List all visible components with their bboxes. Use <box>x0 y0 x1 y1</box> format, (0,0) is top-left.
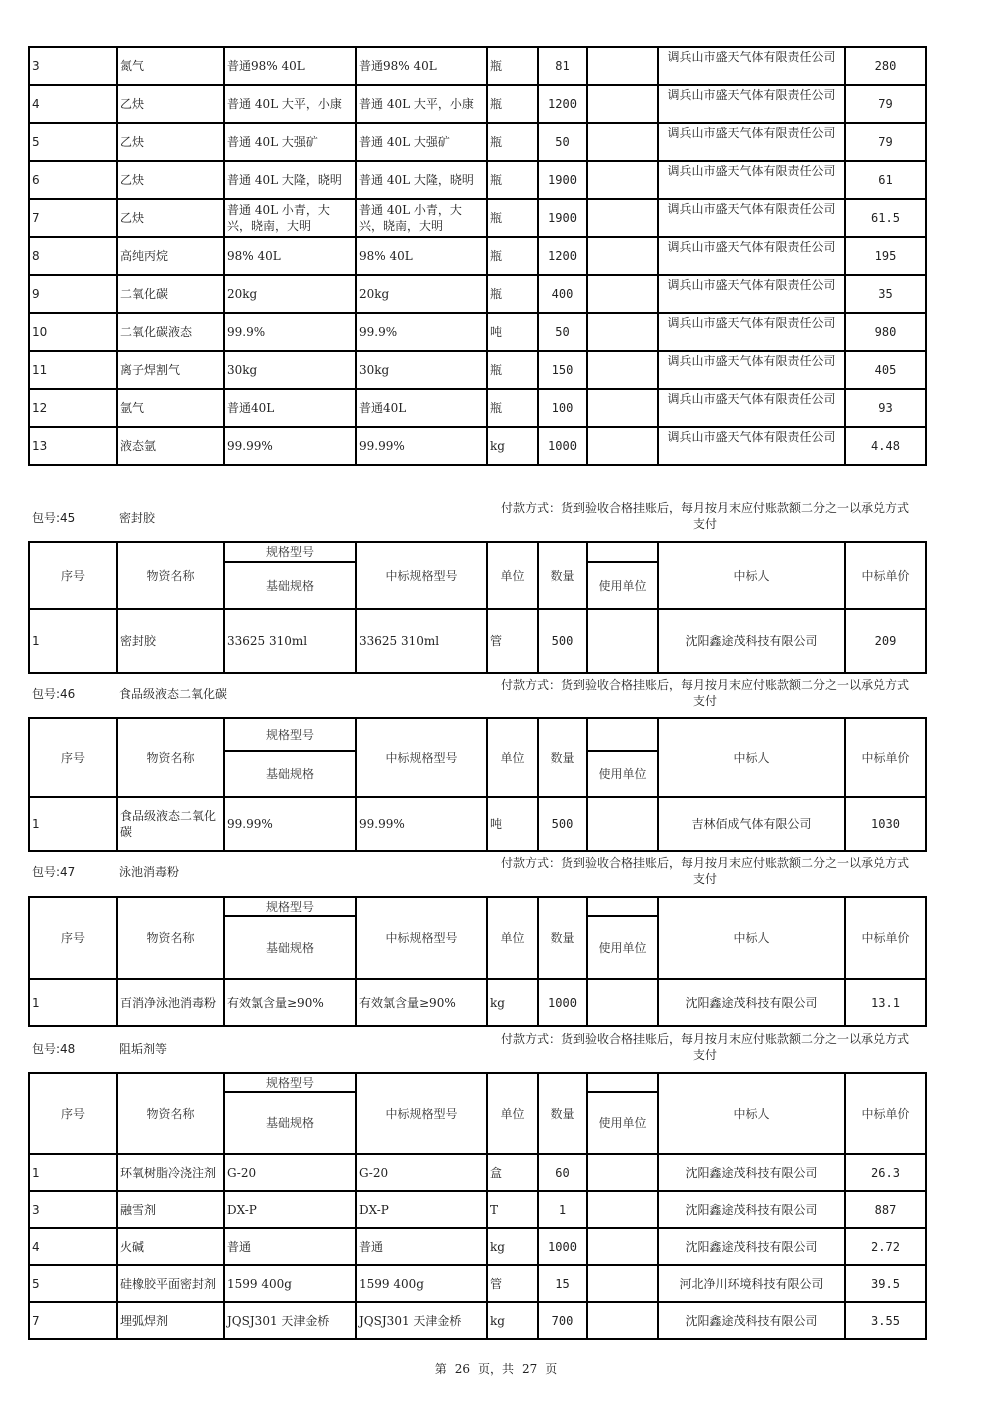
cell-bid-spec: 普通40L <box>356 389 487 427</box>
package-title: 食品级液态二氧化碳 <box>119 687 228 701</box>
cell-price: 61.5 <box>845 199 926 237</box>
package-table <box>28 717 927 852</box>
cell-name: 氩气 <box>117 389 224 427</box>
header-winner: 中标人 <box>658 1073 845 1154</box>
cell-user-unit <box>587 797 658 851</box>
cell-base-spec: 普通 40L 大隆，晓明 <box>224 161 356 199</box>
cell-seq: 4 <box>29 1228 117 1265</box>
cell-winner: 沈阳鑫途茂科技有限公司 <box>658 1228 845 1265</box>
cell-price: 195 <box>845 237 926 275</box>
cell-winner: 吉林佰成气体有限公司 <box>658 797 845 851</box>
header-unit: 单位 <box>487 542 538 609</box>
cell-seq: 1 <box>29 979 117 1026</box>
payment-terms: 付款方式：货到验收合格挂账后，每月按月末应付账款额二分之一以承兑方式 支付 <box>500 1032 909 1062</box>
package-table <box>28 896 927 1027</box>
header-winner: 中标人 <box>658 542 845 609</box>
cell-unit: T <box>487 1191 538 1228</box>
package-header <box>32 1040 167 1057</box>
cell-base-spec: 普通 40L 大平，小康 <box>224 85 356 123</box>
cell-qty: 1200 <box>538 237 587 275</box>
cell-winner: 调兵山市盛天气体有限责任公司 <box>658 237 845 275</box>
cell-name: 密封胶 <box>117 609 224 673</box>
header-unit: 单位 <box>487 1073 538 1154</box>
cell-unit: 瓶 <box>487 123 538 161</box>
cell-bid-spec: 99.99% <box>356 427 487 465</box>
cell-unit: 管 <box>487 609 538 673</box>
payment-terms: 付款方式：货到验收合格挂账后，每月按月末应付账款额二分之一以承兑方式 支付 <box>500 678 909 708</box>
current-page: 26 <box>454 1362 470 1376</box>
cell-qty: 1000 <box>538 1228 587 1265</box>
cell-winner: 调兵山市盛天气体有限责任公司 <box>658 427 845 465</box>
cell-user-unit <box>587 275 658 313</box>
cell-base-spec: 99.99% <box>224 427 356 465</box>
cell-qty: 1900 <box>538 199 587 237</box>
cell-qty: 1900 <box>538 161 587 199</box>
header-qty: 数量 <box>538 897 587 979</box>
cell-qty: 1 <box>538 1191 587 1228</box>
cell-seq: 9 <box>29 275 117 313</box>
cell-name: 乙炔 <box>117 123 224 161</box>
cell-unit: kg <box>487 427 538 465</box>
table-row <box>29 797 926 851</box>
cell-price: 79 <box>845 123 926 161</box>
table-row <box>29 351 926 389</box>
package-title: 阻垢剂等 <box>119 1042 168 1056</box>
header-bid-spec: 中标规格型号 <box>356 542 487 609</box>
header-price: 中标单价 <box>845 897 926 979</box>
header-row <box>29 542 926 562</box>
cell-unit: 瓶 <box>487 85 538 123</box>
cell-price: 13.1 <box>845 979 926 1026</box>
package-header <box>32 509 155 526</box>
cell-qty: 50 <box>538 123 587 161</box>
package-number: 包号:46 <box>32 687 76 701</box>
cell-seq: 10 <box>29 313 117 351</box>
header-qty: 数量 <box>538 1073 587 1154</box>
package-title: 泳池消毒粉 <box>119 865 180 879</box>
cell-price: 39.5 <box>845 1265 926 1302</box>
cell-unit: 瓶 <box>487 161 538 199</box>
table-row <box>29 123 926 161</box>
payment-terms: 付款方式：货到验收合格挂账后，每月按月末应付账款额二分之一以承兑方式 支付 <box>500 501 909 531</box>
cell-unit: 瓶 <box>487 199 538 237</box>
cell-name: 离子焊割气 <box>117 351 224 389</box>
header-name: 物资名称 <box>117 1073 224 1154</box>
cell-price: 887 <box>845 1191 926 1228</box>
continued-items-table <box>28 46 927 466</box>
table-row <box>29 313 926 351</box>
header-unit: 单位 <box>487 897 538 979</box>
cell-bid-spec: JQSJ301 天津金桥 <box>356 1302 487 1339</box>
header-user-unit-top <box>587 542 658 562</box>
cell-seq: 5 <box>29 1265 117 1302</box>
package-table <box>28 1072 927 1340</box>
header-user-unit-top <box>587 718 658 751</box>
cell-user-unit <box>587 1302 658 1339</box>
cell-price: 280 <box>845 47 926 85</box>
header-user-unit: 使用单位 <box>587 1092 658 1154</box>
cell-bid-spec: 普通 40L 大强矿 <box>356 123 487 161</box>
cell-price: 4.48 <box>845 427 926 465</box>
table-row <box>29 1191 926 1228</box>
cell-name: 食品级液态二氧化碳 <box>117 797 224 851</box>
cell-winner: 调兵山市盛天气体有限责任公司 <box>658 161 845 199</box>
header-name: 物资名称 <box>117 542 224 609</box>
cell-winner: 沈阳鑫途茂科技有限公司 <box>658 1302 845 1339</box>
package-header <box>32 685 227 702</box>
table-row <box>29 1228 926 1265</box>
header-user-unit-top <box>587 1073 658 1092</box>
package-table <box>28 541 927 674</box>
table-row <box>29 161 926 199</box>
cell-name: 环氧树脂冷浇注剂 <box>117 1154 224 1191</box>
cell-name: 乙炔 <box>117 199 224 237</box>
cell-unit: 吨 <box>487 313 538 351</box>
cell-name: 二氧化碳液态 <box>117 313 224 351</box>
header-bid-spec: 中标规格型号 <box>356 897 487 979</box>
cell-qty: 500 <box>538 609 587 673</box>
header-winner: 中标人 <box>658 718 845 797</box>
cell-bid-spec: 20kg <box>356 275 487 313</box>
cell-base-spec: 有效氯含量≥90% <box>224 979 356 1026</box>
cell-unit: 瓶 <box>487 389 538 427</box>
cell-price: 2.72 <box>845 1228 926 1265</box>
cell-unit: kg <box>487 1228 538 1265</box>
cell-bid-spec: 30kg <box>356 351 487 389</box>
header-name: 物资名称 <box>117 718 224 797</box>
cell-seq: 4 <box>29 85 117 123</box>
cell-qty: 15 <box>538 1265 587 1302</box>
cell-qty: 81 <box>538 47 587 85</box>
header-row <box>29 897 926 916</box>
cell-seq: 1 <box>29 1154 117 1191</box>
cell-unit: 瓶 <box>487 47 538 85</box>
header-name: 物资名称 <box>117 897 224 979</box>
table-row <box>29 979 926 1026</box>
cell-unit: 管 <box>487 1265 538 1302</box>
header-user-unit-top <box>587 897 658 916</box>
cell-winner: 沈阳鑫途茂科技有限公司 <box>658 1191 845 1228</box>
cell-winner: 河北净川环境科技有限公司 <box>658 1265 845 1302</box>
cell-base-spec: 30kg <box>224 351 356 389</box>
header-user-unit: 使用单位 <box>587 751 658 797</box>
package-title: 密封胶 <box>119 511 156 525</box>
cell-name: 高纯丙烷 <box>117 237 224 275</box>
header-price: 中标单价 <box>845 1073 926 1154</box>
cell-seq: 7 <box>29 199 117 237</box>
cell-name: 硅橡胶平面密封剂 <box>117 1265 224 1302</box>
package-number: 包号:48 <box>32 1042 76 1056</box>
cell-user-unit <box>587 1154 658 1191</box>
header-seq: 序号 <box>29 897 117 979</box>
cell-base-spec: JQSJ301 天津金桥 <box>224 1302 356 1339</box>
cell-qty: 400 <box>538 275 587 313</box>
cell-bid-spec: 1599 400g <box>356 1265 487 1302</box>
header-spec-group: 规格型号 <box>224 542 356 562</box>
cell-bid-spec: DX-P <box>356 1191 487 1228</box>
cell-base-spec: 普通 40L 大强矿 <box>224 123 356 161</box>
cell-price: 1030 <box>845 797 926 851</box>
cell-name: 乙炔 <box>117 161 224 199</box>
cell-user-unit <box>587 237 658 275</box>
cell-base-spec: 普通40L <box>224 389 356 427</box>
header-spec-group: 规格型号 <box>224 1073 356 1092</box>
table-row <box>29 199 926 237</box>
cell-user-unit <box>587 389 658 427</box>
table-row <box>29 1265 926 1302</box>
cell-winner: 调兵山市盛天气体有限责任公司 <box>658 199 845 237</box>
cell-winner: 沈阳鑫途茂科技有限公司 <box>658 979 845 1026</box>
cell-user-unit <box>587 313 658 351</box>
cell-base-spec: DX-P <box>224 1191 356 1228</box>
table-row <box>29 1302 926 1339</box>
cell-unit: kg <box>487 979 538 1026</box>
cell-name: 乙炔 <box>117 85 224 123</box>
header-row <box>29 1073 926 1092</box>
cell-base-spec: 20kg <box>224 275 356 313</box>
table-row <box>29 85 926 123</box>
cell-user-unit <box>587 161 658 199</box>
header-user-unit: 使用单位 <box>587 916 658 979</box>
cell-bid-spec: 普通98% 40L <box>356 47 487 85</box>
payment-terms: 付款方式：货到验收合格挂账后，每月按月末应付账款额二分之一以承兑方式 支付 <box>500 856 909 886</box>
cell-qty: 1000 <box>538 979 587 1026</box>
cell-unit: 吨 <box>487 797 538 851</box>
cell-base-spec: 99.9% <box>224 313 356 351</box>
table-row <box>29 237 926 275</box>
header-unit: 单位 <box>487 718 538 797</box>
cell-bid-spec: 普通 40L 大平，小康 <box>356 85 487 123</box>
cell-bid-spec: G-20 <box>356 1154 487 1191</box>
cell-qty: 1000 <box>538 427 587 465</box>
cell-seq: 6 <box>29 161 117 199</box>
cell-price: 61 <box>845 161 926 199</box>
cell-seq: 3 <box>29 47 117 85</box>
cell-seq: 3 <box>29 1191 117 1228</box>
header-price: 中标单价 <box>845 542 926 609</box>
cell-seq: 12 <box>29 389 117 427</box>
cell-price: 79 <box>845 85 926 123</box>
table-row <box>29 427 926 465</box>
cell-user-unit <box>587 609 658 673</box>
cell-winner: 调兵山市盛天气体有限责任公司 <box>658 123 845 161</box>
header-base-spec: 基础规格 <box>224 916 356 979</box>
cell-base-spec: 99.99% <box>224 797 356 851</box>
cell-base-spec: 普通98% 40L <box>224 47 356 85</box>
header-seq: 序号 <box>29 542 117 609</box>
total-pages: 27 <box>522 1362 538 1376</box>
header-base-spec: 基础规格 <box>224 1092 356 1154</box>
header-winner: 中标人 <box>658 897 845 979</box>
cell-unit: 盒 <box>487 1154 538 1191</box>
cell-qty: 150 <box>538 351 587 389</box>
cell-bid-spec: 99.9% <box>356 313 487 351</box>
cell-seq: 5 <box>29 123 117 161</box>
header-qty: 数量 <box>538 718 587 797</box>
cell-base-spec: 普通 40L 小青，大兴，晓南，大明 <box>224 199 356 237</box>
cell-name: 氮气 <box>117 47 224 85</box>
cell-seq: 1 <box>29 609 117 673</box>
cell-user-unit <box>587 85 658 123</box>
table-row <box>29 47 926 85</box>
cell-bid-spec: 普通 40L 大隆，晓明 <box>356 161 487 199</box>
cell-bid-spec: 33625 310ml <box>356 609 487 673</box>
cell-unit: 瓶 <box>487 237 538 275</box>
cell-price: 3.55 <box>845 1302 926 1339</box>
cell-qty: 100 <box>538 389 587 427</box>
cell-price: 405 <box>845 351 926 389</box>
cell-seq: 11 <box>29 351 117 389</box>
cell-unit: kg <box>487 1302 538 1339</box>
table-row <box>29 1154 926 1191</box>
header-seq: 序号 <box>29 718 117 797</box>
cell-winner: 调兵山市盛天气体有限责任公司 <box>658 47 845 85</box>
cell-bid-spec: 普通 40L 小青，大兴，晓南，大明 <box>356 199 487 237</box>
cell-qty: 50 <box>538 313 587 351</box>
cell-bid-spec: 99.99% <box>356 797 487 851</box>
cell-base-spec: 1599 400g <box>224 1265 356 1302</box>
cell-unit: 瓶 <box>487 351 538 389</box>
cell-user-unit <box>587 47 658 85</box>
cell-base-spec: G-20 <box>224 1154 356 1191</box>
header-user-unit: 使用单位 <box>587 562 658 609</box>
cell-bid-spec: 普通 <box>356 1228 487 1265</box>
cell-seq: 8 <box>29 237 117 275</box>
cell-base-spec: 33625 310ml <box>224 609 356 673</box>
cell-name: 火碱 <box>117 1228 224 1265</box>
header-bid-spec: 中标规格型号 <box>356 718 487 797</box>
header-price: 中标单价 <box>845 718 926 797</box>
header-spec-group: 规格型号 <box>224 897 356 916</box>
cell-user-unit <box>587 351 658 389</box>
header-qty: 数量 <box>538 542 587 609</box>
cell-seq: 1 <box>29 797 117 851</box>
cell-winner: 沈阳鑫途茂科技有限公司 <box>658 609 845 673</box>
cell-unit: 瓶 <box>487 275 538 313</box>
table-row <box>29 389 926 427</box>
package-number: 包号:47 <box>32 865 76 879</box>
package-number: 包号:45 <box>32 511 76 525</box>
cell-price: 209 <box>845 609 926 673</box>
cell-winner: 调兵山市盛天气体有限责任公司 <box>658 313 845 351</box>
cell-user-unit <box>587 1191 658 1228</box>
table-row <box>29 275 926 313</box>
cell-seq: 7 <box>29 1302 117 1339</box>
cell-winner: 调兵山市盛天气体有限责任公司 <box>658 389 845 427</box>
cell-winner: 调兵山市盛天气体有限责任公司 <box>658 85 845 123</box>
header-base-spec: 基础规格 <box>224 562 356 609</box>
cell-qty: 1200 <box>538 85 587 123</box>
page-footer: 第 26 页，共 27 页 <box>434 1362 558 1376</box>
cell-bid-spec: 98% 40L <box>356 237 487 275</box>
cell-name: 液态氩 <box>117 427 224 465</box>
header-base-spec: 基础规格 <box>224 751 356 797</box>
cell-user-unit <box>587 1265 658 1302</box>
cell-price: 35 <box>845 275 926 313</box>
cell-bid-spec: 有效氯含量≥90% <box>356 979 487 1026</box>
cell-base-spec: 98% 40L <box>224 237 356 275</box>
cell-name: 百消净泳池消毒粉 <box>117 979 224 1026</box>
package-header <box>32 863 179 880</box>
cell-name: 二氧化碳 <box>117 275 224 313</box>
cell-qty: 60 <box>538 1154 587 1191</box>
cell-price: 93 <box>845 389 926 427</box>
header-row <box>29 718 926 751</box>
cell-base-spec: 普通 <box>224 1228 356 1265</box>
cell-name: 埋弧焊剂 <box>117 1302 224 1339</box>
cell-winner: 沈阳鑫途茂科技有限公司 <box>658 1154 845 1191</box>
table-row <box>29 609 926 673</box>
cell-winner: 调兵山市盛天气体有限责任公司 <box>658 275 845 313</box>
cell-winner: 调兵山市盛天气体有限责任公司 <box>658 351 845 389</box>
cell-name: 融雪剂 <box>117 1191 224 1228</box>
cell-qty: 700 <box>538 1302 587 1339</box>
header-bid-spec: 中标规格型号 <box>356 1073 487 1154</box>
cell-seq: 13 <box>29 427 117 465</box>
cell-user-unit <box>587 1228 658 1265</box>
cell-qty: 500 <box>538 797 587 851</box>
cell-user-unit <box>587 979 658 1026</box>
header-seq: 序号 <box>29 1073 117 1154</box>
cell-price: 980 <box>845 313 926 351</box>
cell-user-unit <box>587 123 658 161</box>
header-spec-group: 规格型号 <box>224 718 356 751</box>
cell-price: 26.3 <box>845 1154 926 1191</box>
cell-user-unit <box>587 199 658 237</box>
cell-user-unit <box>587 427 658 465</box>
